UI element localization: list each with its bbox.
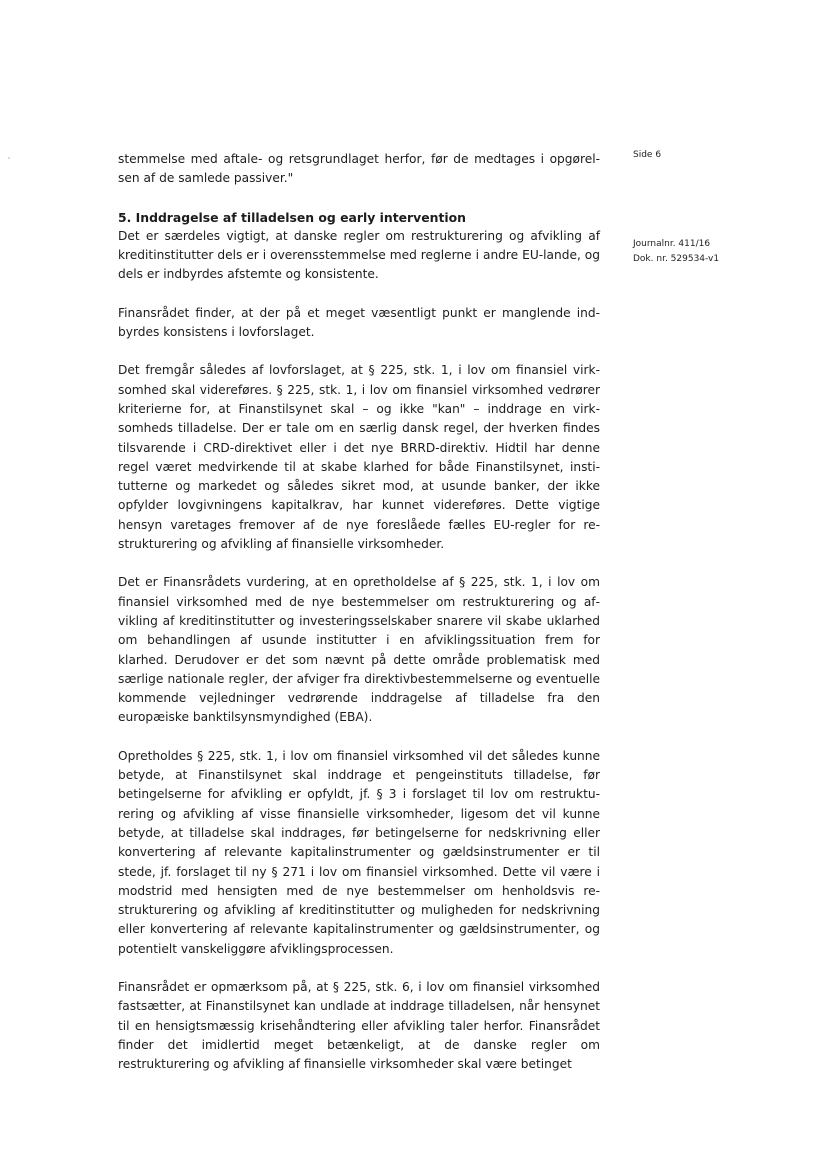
page-number: Side 6	[633, 150, 662, 160]
document-body	[118, 150, 600, 1093]
document-reference	[633, 237, 719, 267]
body-paragraph: Opretholdes § 225, stk. 1, i lov om finansiel virksomhed vil det således kunne betyde, at Finanstilsynet skal inddrage et pengeinstituts tilladelse, før betingelserne for afvikling er opfyldt, jf. § 3 i forslaget til lov om restrukturering og afvikling af visse finansielle virksomheder, ligesom det vil kunne betyde, at tilladelse skal inddrages, før betingelserne for nedskrivning eller konvertering af relevante kapitalinstrumenter og gældsinstrumenter er til stede, jf. forslaget til ny § 271 i lov om finansiel virksomhed. Dette vil være i modstrid med hensigten med de nye bestemmelser om henholdsvis restrukturering og afvikling af kreditinstitutter og muligheden for nedskrivning eller konvertering af relevante kapitalinstrumenter og gældsinstrumenter, og potentielt vanskeliggøre afviklingsprocessen.	[118, 748, 600, 956]
body-paragraph: Det er Finansrådets vurdering, at en opretholdelse af § 225, stk. 1, i lov om finansiel virksomhed med de nye bestemmelser om restrukturering og afvikling af kreditinstitutter og investeringsselskaber snarere vil skabe uklarhed om behandlingen af usunde institutter i en afviklingssituation frem for klarhed. Derudover er det som nævnt på dette område problematisk med særlige nationale regler, der afviger fra direktivbestemmelserne og eventuelle kommende vejledninger vedrørende inddragelse af tilladelse fra den europæiske banktilsynsmyndighed (EBA).	[118, 575, 600, 725]
document-number: Dok. nr. 529534-v1	[633, 254, 720, 264]
body-paragraph: Finansrådet finder, at der på et meget væsentligt punkt er manglende indbyrdes konsistens i lovforslaget.	[118, 305, 600, 340]
journal-number: Journalnr. 411/16	[633, 239, 711, 249]
scan-speck	[8, 157, 10, 159]
body-paragraph: Det fremgår således af lovforslaget, at § 225, stk. 1, i lov om finansiel virksomhed skal videreføres. § 225, stk. 1, i lov om finansiel virksomhed vedrører kriterierne for, at Finanstilsynet skal – og ikke "kan" – inddrage en virksomheds tilladelse. Der er tale om en særlig dansk regel, der hverken findes tilsvarende i CRD-direktivet eller i det nye BRRD-direktiv. Hidtil har denne regel været medvirkende til at skabe klarhed for både Finanstilsynet, institutterne og markedet og således sikret mod, at usunde banker, der ikke opfylder lovgivningens kapitalkrav, har kunnet videreføres. Dette vigtige hensyn varetages fremover af de nye foreslåede fælles EU-regler for restrukturering og afvikling af finansielle virksomheder.	[118, 363, 600, 552]
body-paragraph: Finansrådet er opmærksom på, at § 225, stk. 6, i lov om finansiel virksomhed fastsætter, at Finanstilsynet kan undlade at inddrage tilladelsen, når hensynet til en hensigtsmæssig krisehåndtering eller afvikling taler herfor. Finansrådet finder det imidlertid meget betænkeligt, at de danske regler om restrukturering og afvikling af finansielle virksomheder skal være betinget	[118, 979, 600, 1072]
section-heading: 5. Inddragelse af tilladelsen og early intervention	[118, 209, 466, 225]
section-intro-paragraph: Det er særdeles vigtigt, at danske regler om restrukturering og afvikling af kreditinstitutter dels er i overensstemmelse med reglerne i andre EU-lande, og dels er indbyrdes afstemte og konsistente.	[118, 228, 600, 282]
opening-paragraph: stemmelse med aftale- og retsgrundlaget herfor, før de medtages i opgørelsen af de samlede passiver."	[118, 152, 600, 186]
section-5	[118, 208, 600, 285]
